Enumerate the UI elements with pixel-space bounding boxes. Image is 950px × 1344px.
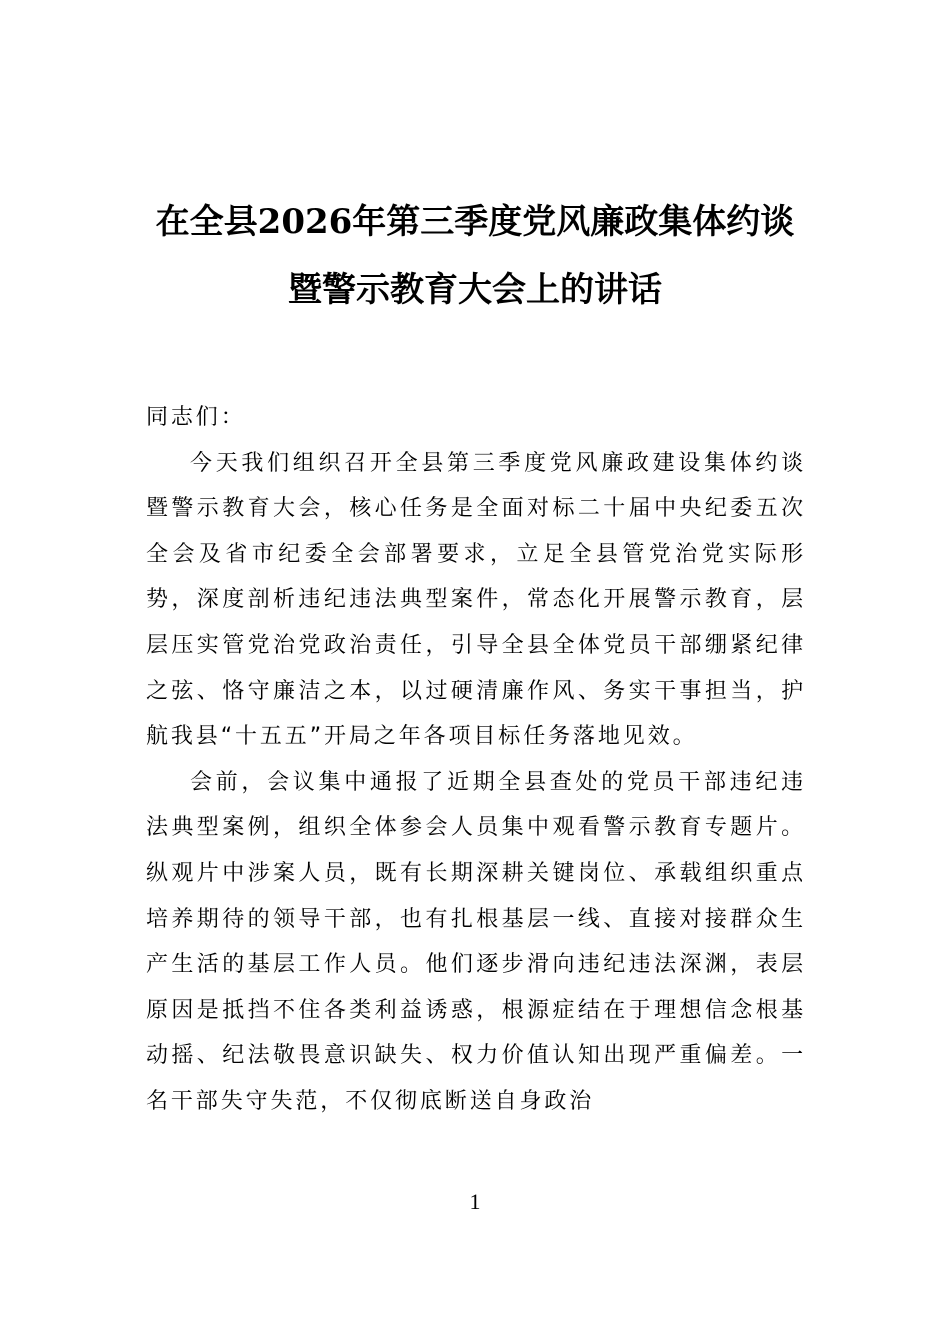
paragraph-1: 今天我们组织召开全县第三季度党风廉政建设集体约谈暨警示教育大会，核心任务是全面对标二十届中央纪委五次全会及省市纪委全会部署要求，立足全县管党治党实际形势，深度剖析违纪违法典型案件，常态化开展警示教育，层层压实管党治党政治责任，引导全县全体党员干部绷紧纪律之弦、恪守廉洁之本，以过硬清廉作风、务实干事担当，护航我县“十五五”开局之年各项目标任务落地见效。 <box>146 450 806 750</box>
paragraph-2: 会前，会议集中通报了近期全县查处的党员干部违纪违法典型案例，组织全体参会人员集中观看警示教育专题片。纵观片中涉案人员，既有长期深耕关键岗位、承载组织重点培养期待的领导干部，也有扎根基层一线、直接对接群众生产生活的基层工作人员。他们逐步滑向违纪违法深渊，表层原因是抵挡不住各类利益诱惑，根源症结在于理想信念根基动摇、纪法敬畏意识缺失、权力价值认知出现严重偏差。一名干部失守失范，不仅彻底断送自身政治 <box>146 769 806 1114</box>
title-line-1: 在全县2026年第三季度党风廉政集体约谈 <box>155 202 795 242</box>
title-line-2: 暨警示教育大会上的讲话 <box>288 270 662 310</box>
page-number: 1 <box>469 1189 481 1214</box>
document-title <box>100 188 850 324</box>
document-body <box>146 395 806 1125</box>
salutation: 同志们： <box>146 405 246 430</box>
